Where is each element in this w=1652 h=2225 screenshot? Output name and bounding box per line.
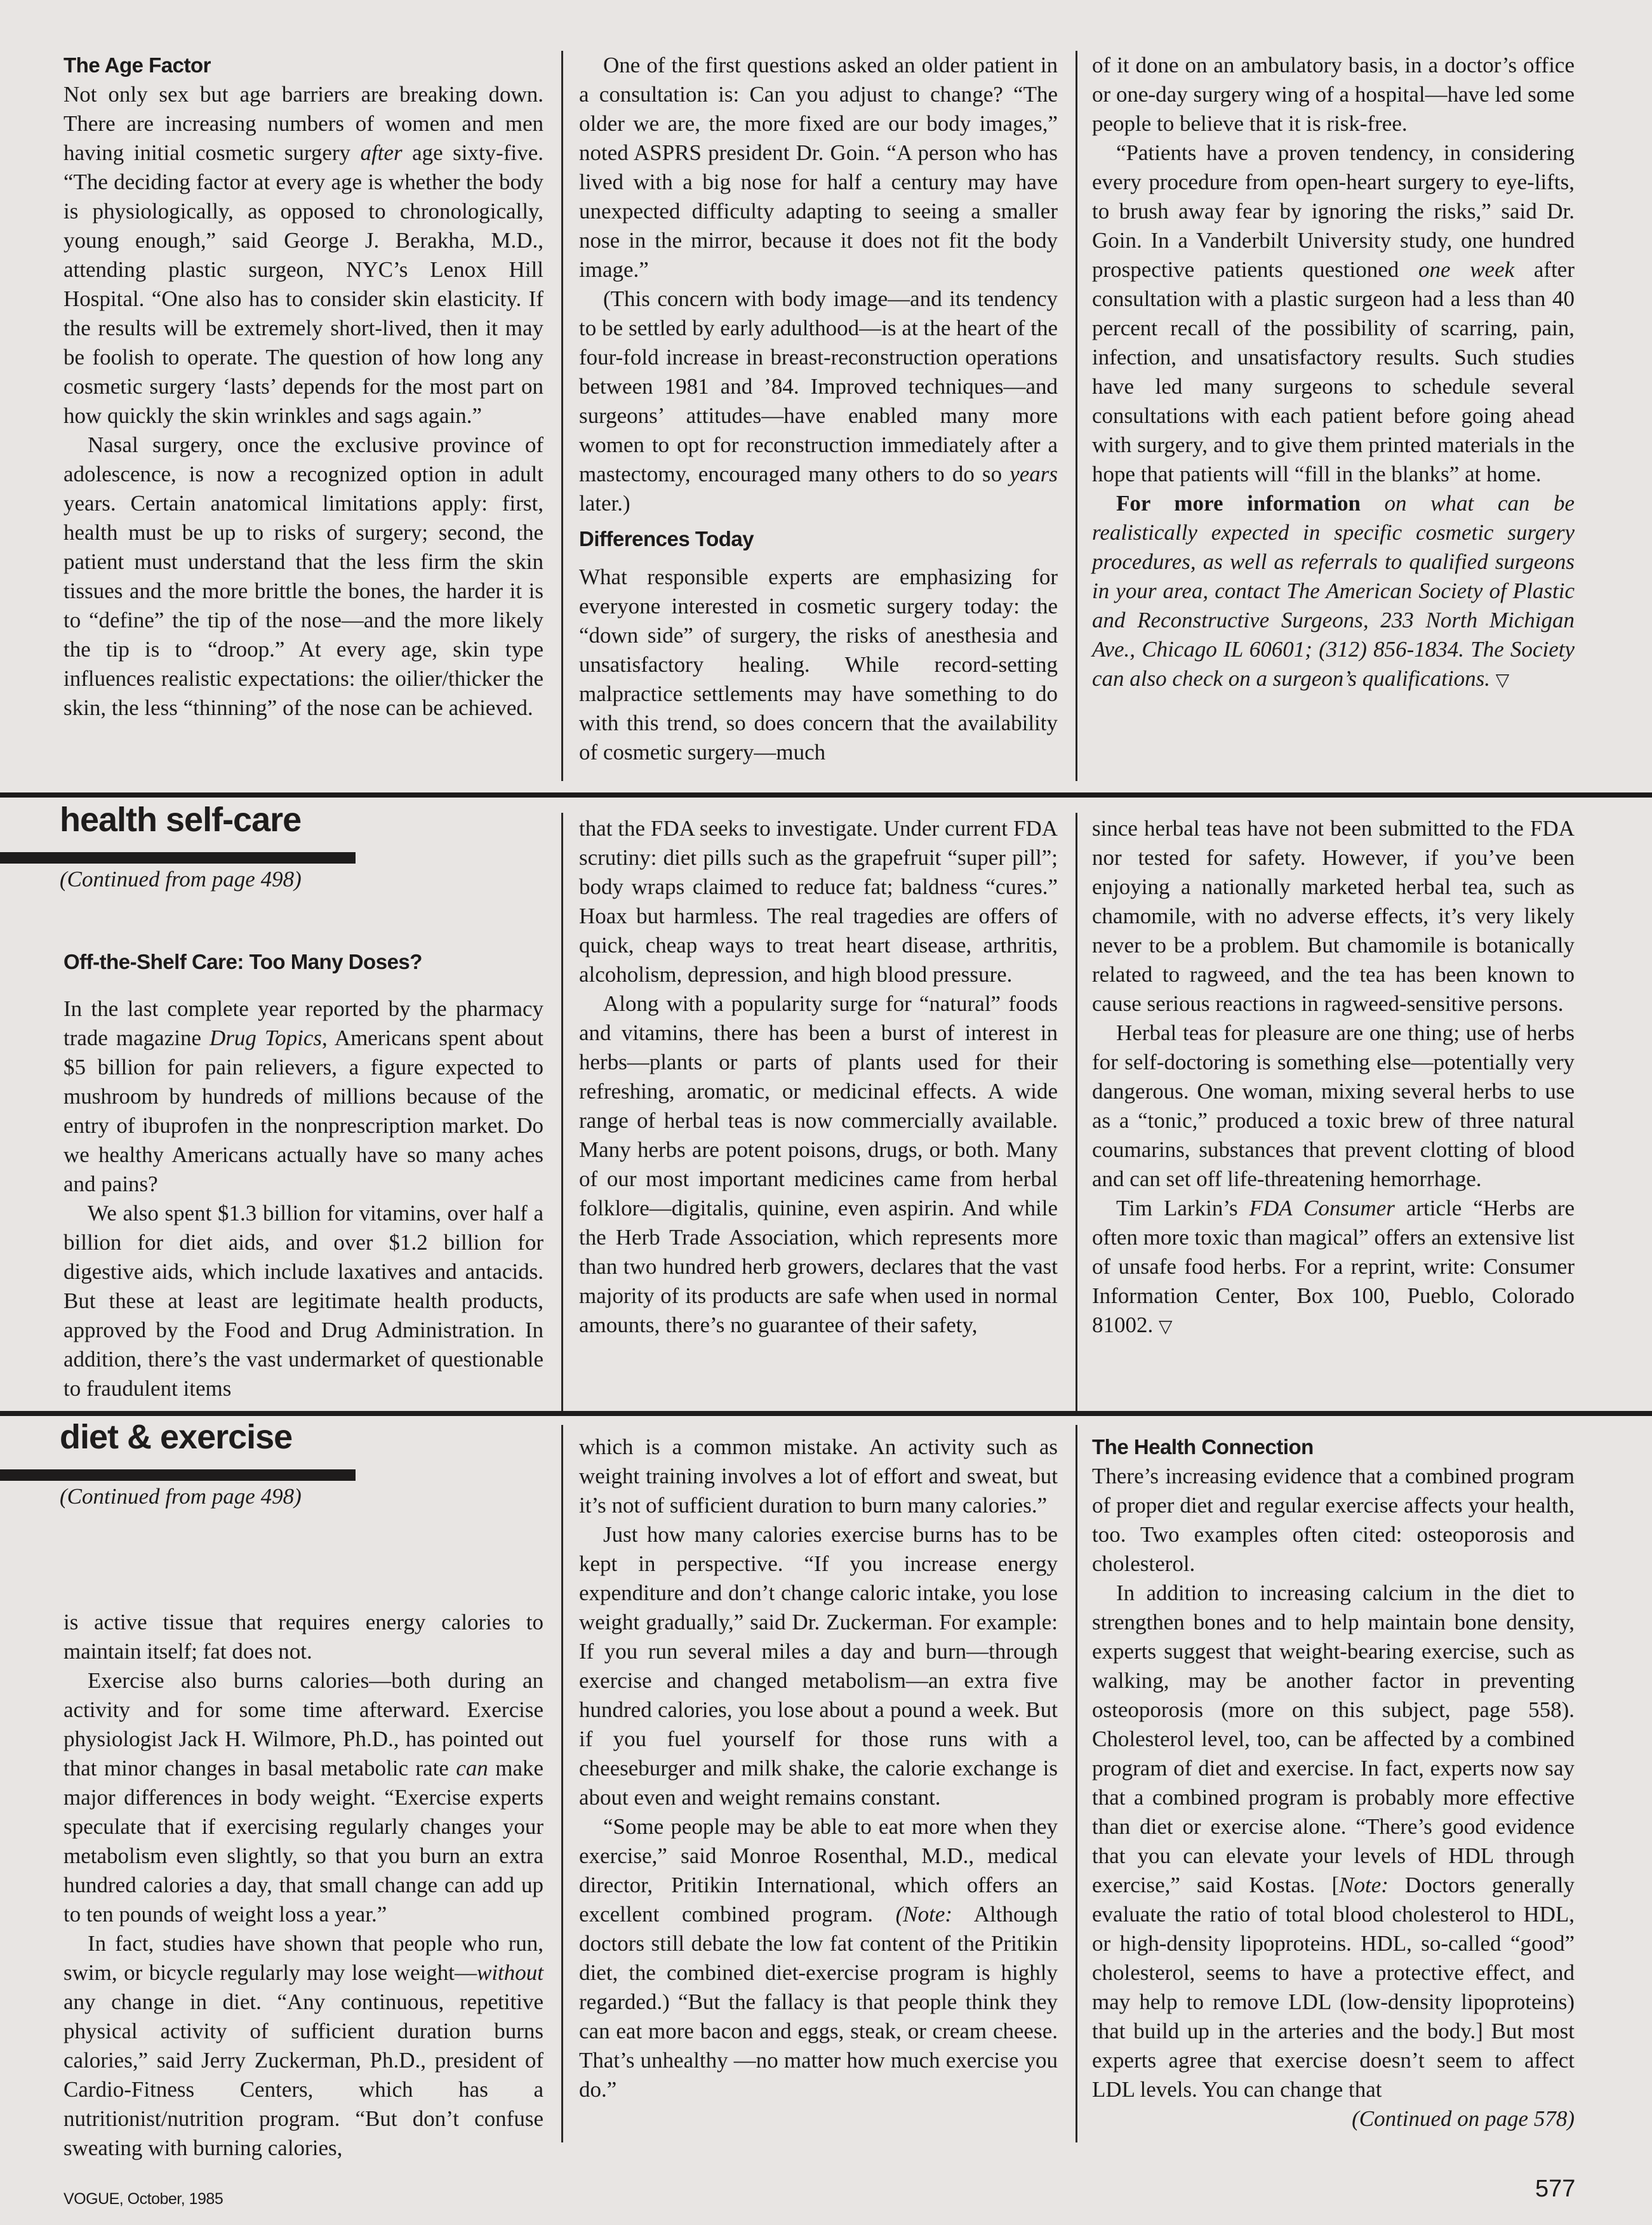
column-3: [1092, 814, 1575, 1341]
subheading-health-connection: The Health Connection: [1092, 1435, 1314, 1459]
department-title-health-self-care: health self-care: [60, 801, 302, 839]
paragraph: of it done on an ambulatory basis, in a doctor’s office or one-day surgery wing of a hospital—have led some people to believe that it is risk-free.: [1092, 53, 1575, 136]
column-2: [579, 814, 1058, 1340]
paragraph: For more information on what can be realistically expected in specific cosmetic surgery procedures, as well as referrals to qualified surgeons in your area, contact The American Society of Plastic and Reconstructive Surgeons, 233 North Michigan Ave., Chicago IL 60601; (312) 856-1834. The Society can also check on a surgeon’s qualifications. ▽: [1092, 491, 1575, 691]
continued-on-note: (Continued on page 578): [1352, 2106, 1575, 2131]
column-divider: [561, 51, 563, 781]
paragraph: “Patients have a proven tendency, in considering every procedure from open-heart surgery to eye-lifts, to brush away fear by ignoring the risks,” said Dr. Goin. In a Vanderbilt University study, one hundred prospective patients questioned one week after consultation with a plastic surgeon had a less than 40 percent recall of the possibility of scarring, pain, infection, and unsatisfactory results. Such studies have led many surgeons to schedule several consultations with each patient before going ahead with surgery, and to give them printed materials in the hope that patients will “fill in the blanks” at home.: [1092, 140, 1575, 486]
paragraph: that the FDA seeks to investigate. Under current FDA scrutiny: diet pills such as the grapefruit “super pill”; body wraps claimed to reduce fat; baldness “cures.” Hoax but harmless. The real tragedies are offers of quick, cheap ways to treat heart disease, arthritis, alcoholism, depression, and high blood pressure.: [579, 816, 1058, 987]
paragraph: “Some people may be able to eat more when they exercise,” said Monroe Rosenthal, M.D., medical director, Pritikin International, which offers an excellent combined program. (Note: Although doctors still debate the low fat content of the Pritikin diet, the combined diet-exercise program is highly regarded.) “But the fallacy is that people think they can eat more bacon and eggs, steak, or cream cheese. That’s unhealthy —no matter how much exercise you do.”: [579, 1814, 1058, 2102]
column-divider: [561, 813, 563, 1416]
paragraph: In the last complete year reported by the pharmacy trade magazine Drug Topics, Americans spent about $5 billion for pain relievers, a figure expected to mushroom by hundreds of millions because of the entry of ibuprofen in the nonprescription market. Do we healthy Americans actually have so many aches and pains?: [63, 996, 544, 1196]
paragraph: In fact, studies have shown that people who run, swim, or bicycle regularly may lose weight—without any change in diet. “Any continuous, repetitive physical activity of sufficient duration burns calories,” said Jerry Zuckerman, Ph.D., president of Cardio-Fitness Centers, which has a nutritionist/nutrition program. “But don’t confuse sweating with burning calories,: [63, 1931, 543, 2160]
column-3: [1092, 51, 1575, 695]
department-bar: [0, 852, 356, 864]
subheading-differences-today: Differences Today: [579, 527, 754, 551]
paragraph: One of the first questions asked an older patient in a consultation is: Can you adjust to change? “The older we are, the more fixed are our body images,” noted ASPRS president Dr. Goin. “A person who has lived with a big nose for half a century may have unexpected difficulty adapting to seeing a smaller nose in the mirror, because it does not fit the body image.”: [579, 53, 1058, 282]
column-divider: [561, 1425, 563, 2142]
column-divider: [1076, 51, 1077, 781]
paragraph: Not only sex but age barriers are breaking down. There are increasing numbers of women and men having initial cosmetic surgery after age sixty-five. “The deciding factor at every age is whether the body is physiologically, as opposed to chronologically, young enough,” said George J. Berakha, M.D., attending plastic surgeon, NYC’s Lenox Hill Hospital. “One also has to consider skin elasticity. If the results will be extremely short-lived, then it may be foolish to operate. The question of how long any cosmetic surgery ‘lasts’ depends for the most part on how quickly the skin wrinkles and sags again.”: [63, 82, 543, 428]
paragraph: Tim Larkin’s FDA Consumer article “Herbs are often more toxic than magical” offers an extensive list of unsafe food herbs. For a reprint, write: Consumer Information Center, Box 100, Pueblo, Colorado 81002. ▽: [1092, 1196, 1575, 1337]
column-1: [63, 51, 543, 723]
paragraph: (This concern with body image—and its tendency to be settled by early adulthood—is at the heart of the four-fold increase in breast-reconstruction operations between 1981 and ’84. Improved techniques—and surgeons’ attitudes—have enabled many more women to opt for reconstruction immediately after a mastectomy, encouraged many others to do so years later.): [579, 286, 1058, 516]
department-title-diet-exercise: diet & exercise: [60, 1418, 293, 1456]
paragraph: There’s increasing evidence that a combined program of proper diet and regular exercise affects your health, too. Two examples often cited: osteoporosis and cholesterol.: [1092, 1464, 1575, 1576]
column-3: [1092, 1433, 1575, 2134]
section-rule: [0, 1411, 1652, 1416]
subheading-off-the-shelf-care: Off-the-Shelf Care: Too Many Doses?: [63, 950, 422, 973]
paragraph: Nasal surgery, once the exclusive province of adolescence, is now a recognized option in adult years. Certain anatomical limitations apply: first, health must be up to risks of surgery; second, the patient must understand that the less firm the skin tissues and the more brittle the bones, the harder it is to “define” the tip of the nose—and the more likely the tip is to “droop.” At every age, skin type influences realistic expectations: the oilier/thicker the skin, the less “thinning” of the nose can be achieved.: [63, 432, 543, 720]
paragraph: since herbal teas have not been submitted to the FDA nor tested for safety. However, if you’ve been enjoying a nationally marketed herbal tea, such as chamomile, with no adverse effects, it’s very likely never to be a problem. But chamomile is botanically related to ragweed, and the tea has been known to cause serious reactions in ragweed-sensitive persons.: [1092, 816, 1575, 1016]
department-bar: [0, 1469, 356, 1481]
paragraph: Herbal teas for pleasure are one thing; use of herbs for self-doctoring is something else—potentially very dangerous. One woman, mixing several herbs to use as a “tonic,” produced a toxic brew of three natural coumarins, substances that prevent clotting of blood and can set off life-threatening hemorrhage.: [1092, 1020, 1575, 1191]
column-divider: [1076, 813, 1077, 1416]
column-divider: [1076, 1425, 1077, 2142]
paragraph: We also spent $1.3 billion for vitamins, over half a billion for diet aids, and over $1.2 billion for digestive aids, which include laxatives and antacids. But these at least are legitimate health products, approved by the Food and Drug Administration. In addition, there’s the vast undermarket of questionable to fraudulent items: [63, 1201, 543, 1401]
paragraph: Along with a popularity surge for “natural” foods and vitamins, there has been a burst of interest in herbs—plants or parts of plants used for their refreshing, aromatic, or medicinal effects. A wide range of herbal teas is now commercially available. Many herbs are potent poisons, drugs, or both. Many of our most important medicines came from herbal folklore—digitalis, quinine, even aspirin. And while the Herb Trade Association, which represents more than two hundred herb growers, declares that the vast majority of its products are safe when used in normal amounts, there’s no guarantee of their safety,: [579, 991, 1058, 1337]
footer-publication: VOGUE, October, 1985: [63, 2190, 223, 2208]
paragraph: is active tissue that requires energy calories to maintain itself; fat does not.: [63, 1610, 543, 1664]
end-mark-icon: ▽: [1159, 1316, 1173, 1337]
paragraph: Just how many calories exercise burns has to be kept in perspective. “If you increase energy expenditure and don’t change caloric intake, you lose weight gradually,” said Dr. Zuckerman. For example: If you run several miles a day and burn—through exercise and changed metabolism—an extra five hundred calories, you lose about a pound a week. But if you fuel yourself for those runs with a cheeseburger and milk shake, the calorie exchange is about even and weight remains constant.: [579, 1522, 1058, 1810]
end-mark-icon: ▽: [1495, 669, 1510, 690]
paragraph: which is a common mistake. An activity such as weight training involves a lot of effort and sweat, but it’s not of sufficient duration to burn many calories.”: [579, 1434, 1058, 1518]
column-1: [63, 947, 543, 1403]
page-number: 577: [1535, 2175, 1576, 2202]
continued-from-note: (Continued from page 498): [60, 1484, 302, 1509]
subheading-age-factor: The Age Factor: [63, 53, 211, 77]
continued-from-note: (Continued from page 498): [60, 867, 302, 892]
section-rule: [0, 792, 1652, 798]
paragraph: Exercise also burns calories—both during an activity and for some time afterward. Exercise physiologist Jack H. Wilmore, Ph.D., has pointed out that minor changes in basal metabolic rate can make major differences in body weight. “Exercise experts speculate that if exercising regularly changes your metabolism even slightly, so that you burn an extra hundred calories a day, that small change can add up to ten pounds of weight loss a year.”: [63, 1668, 543, 1927]
paragraph: What responsible experts are emphasizing for everyone interested in cosmetic surgery today: the “down side” of surgery, the risks of anesthesia and unsatisfactory healing. While record-setting malpractice settlements may have something to do with this trend, so does concern that the availability of cosmetic surgery—much: [579, 565, 1058, 765]
column-1: [63, 1608, 543, 2163]
column-2: [579, 51, 1058, 767]
paragraph: In addition to increasing calcium in the diet to strengthen bones and to help maintain bone density, experts suggest that weight-bearing exercise, such as walking, may be another factor in preventing osteoporosis (more on this subject, page 558). Cholesterol level, too, can be affected by a combined program of diet and exercise. In fact, experts now say that a combined program is probably more effective than diet or exercise alone. “There’s good evidence that you can elevate your levels of HDL through exercise,” said Kostas. [Note: Doctors generally evaluate the ratio of total blood cholesterol to HDL, or high-density lipoproteins. HDL, so-called “good” cholesterol, seems to have a protective effect, and may help to remove LDL (low-density lipoproteins) that build up in the arteries and the body.] But most experts agree that exercise doesn’t seem to affect LDL levels. You can change that (Continued on page 578): [1092, 1579, 1575, 2104]
column-2: [579, 1433, 1058, 2104]
